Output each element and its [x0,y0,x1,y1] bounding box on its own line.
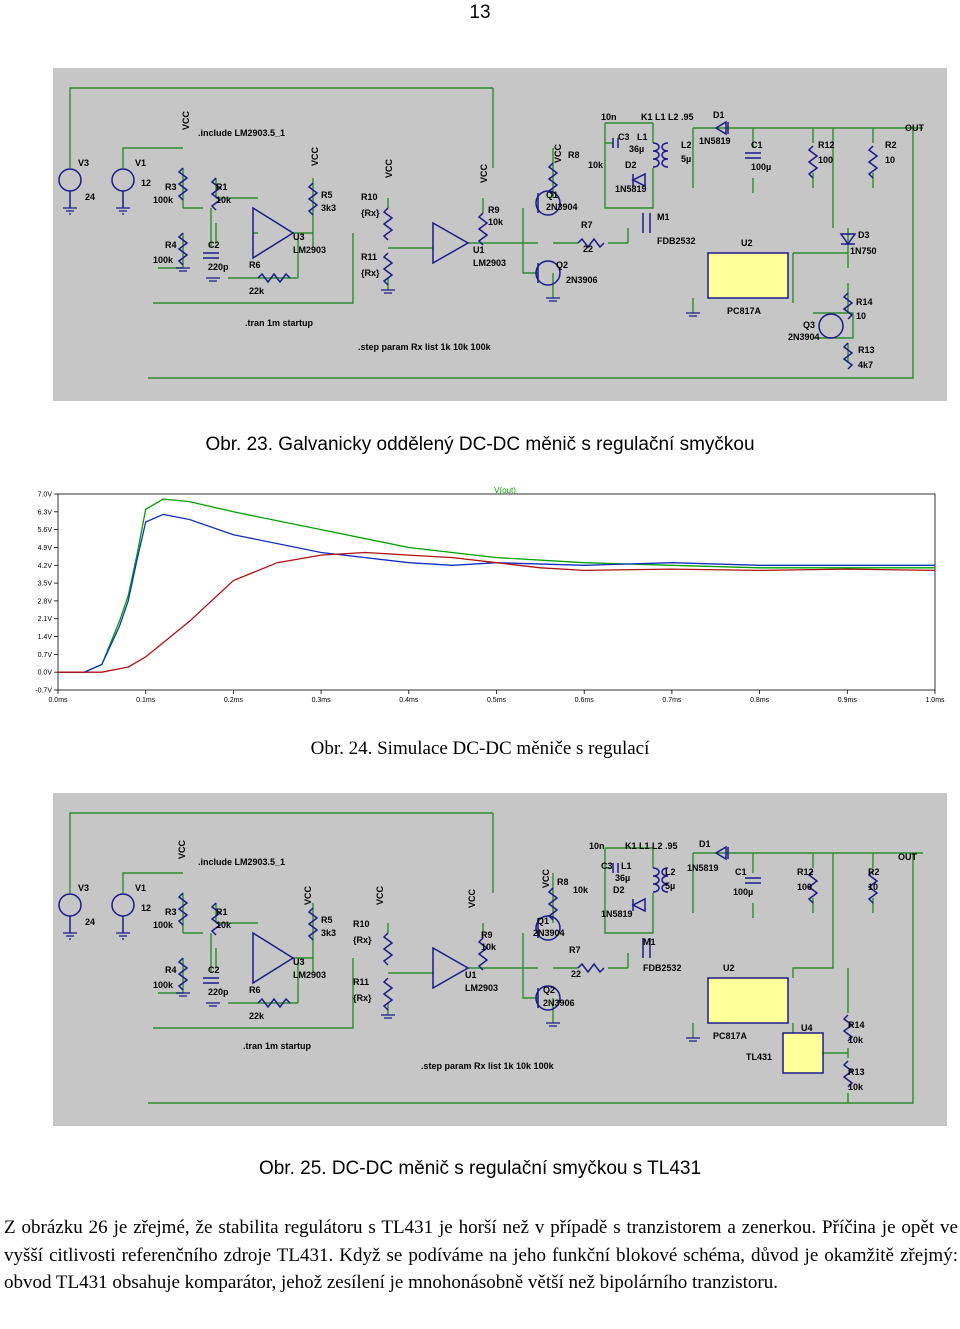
svg-text:.step param Rx list 1k 10k 100: .step param Rx list 1k 10k 100k [358,342,491,352]
svg-text:36µ: 36µ [629,144,645,154]
svg-text:R2: R2 [885,140,897,150]
r9-zigzag [479,213,487,245]
svg-text:1N750: 1N750 [850,246,877,256]
svg-text:R5: R5 [321,190,333,200]
svg-text:U1: U1 [465,970,477,980]
svg-text:R14: R14 [856,297,873,307]
svg-text:.step param Rx list 1k 10k 100: .step param Rx list 1k 10k 100k [421,1061,554,1071]
svg-text:U3: U3 [293,232,305,242]
l2-coil [662,143,668,167]
svg-text:K1 L1 L2 .95: K1 L1 L2 .95 [641,112,694,122]
schematic-3-svg [53,793,947,1126]
svg-text:R10: R10 [361,192,378,202]
svg-text:1N5819: 1N5819 [687,863,719,873]
svg-text:12: 12 [141,903,152,913]
svg-text:R5: R5 [321,915,333,925]
svg-text:C1: C1 [735,867,747,877]
svg-text:100: 100 [818,155,834,165]
svg-text:10: 10 [868,882,879,892]
u1-opamp [433,223,468,263]
svg-text:.tran 1m startup: .tran 1m startup [245,318,314,328]
svg-text:1N5819: 1N5819 [601,909,633,919]
svg-text:VCC: VCC [177,839,187,859]
svg-text:R11: R11 [353,977,370,987]
svg-text:VCC: VCC [541,868,551,888]
svg-text:R4: R4 [165,965,177,975]
svg-text:LM2903: LM2903 [465,983,499,993]
svg-text:.tran 1m startup: .tran 1m startup [243,1041,312,1051]
svg-text:VCC: VCC [310,146,320,166]
x-tick-label: 0.4ms [399,697,419,704]
m1-gate [643,213,650,233]
svg-text:R6: R6 [249,985,261,995]
svg-text:5µ: 5µ [681,154,692,164]
schematic-figure-1 [53,68,947,401]
svg-text:VCC: VCC [479,163,489,183]
svg-text:R14: R14 [848,1020,865,1030]
svg-text:2N3906: 2N3906 [566,275,598,285]
svg-text:100k: 100k [153,255,174,265]
y-tick-label: 5.6V [37,527,52,535]
l1-coil [653,143,659,167]
svg-text:22: 22 [583,244,594,254]
svg-text:D1: D1 [713,110,725,120]
svg-text:10k: 10k [481,942,497,952]
svg-text:TL431: TL431 [746,1052,773,1062]
x-tick-label: 0.3ms [311,697,331,704]
svg-text:R3: R3 [165,182,177,192]
svg-text:R8: R8 [557,877,569,887]
svg-text:1N5819: 1N5819 [615,184,647,194]
u3-opamp [253,208,293,258]
svg-text:L1: L1 [621,861,632,871]
y-tick-label: 6.3V [37,509,52,517]
svg-text:U1: U1 [473,245,485,255]
schematic-1-svg [53,68,947,401]
svg-text:R1: R1 [216,182,228,192]
svg-text:D3: D3 [858,230,870,240]
svg-text:100: 100 [797,882,813,892]
y-tick-label: 1.4V [37,634,52,642]
u2-optocoupler [708,253,788,298]
svg-text:VCC: VCC [553,143,563,163]
svg-text:Q1: Q1 [546,190,559,200]
svg-text:D2: D2 [625,160,637,170]
svg-text:R12: R12 [818,140,835,150]
svg-text:{Rx}: {Rx} [353,993,372,1003]
svg-text:10k: 10k [573,885,589,895]
svg-text:V3: V3 [78,158,90,168]
svg-text:2N3906: 2N3906 [543,998,575,1008]
svg-text:Q3: Q3 [803,320,816,330]
svg-text:2N3904: 2N3904 [546,202,578,212]
y-axis [35,492,58,695]
svg-text:100µ: 100µ [733,887,754,897]
svg-text:2N3904: 2N3904 [533,928,565,938]
x-tick-label: 0.7ms [662,697,682,704]
svg-text:R7: R7 [581,220,593,230]
svg-text:LM2903: LM2903 [293,245,327,255]
svg-text:VCC: VCC [384,158,394,178]
svg-text:VCC: VCC [181,110,191,130]
schematic-figure-3 [53,793,947,1126]
svg-text:36µ: 36µ [615,873,631,883]
c1-plates [745,153,761,158]
x-tick-label: 1.0ms [925,697,945,704]
svg-text:VCC: VCC [467,888,477,908]
svg-text:V1: V1 [135,158,147,168]
svg-text:FDB2532: FDB2532 [657,236,696,246]
chart-title: V(out) [494,486,516,495]
x-axis [48,690,945,704]
svg-text:R11: R11 [361,252,378,262]
svg-text:10k: 10k [588,160,604,170]
svg-text:U2: U2 [723,963,735,973]
svg-text:R8: R8 [568,150,580,160]
svg-text:K1 L1 L2 .95: K1 L1 L2 .95 [625,841,678,851]
svg-text:LM2903: LM2903 [473,258,507,268]
y-tick-label: 2.1V [37,616,52,624]
svg-text:10k: 10k [488,217,504,227]
svg-text:24: 24 [85,917,96,927]
svg-text:Q2: Q2 [543,985,556,995]
svg-text:100µ: 100µ [751,162,772,172]
svg-text:10k: 10k [216,195,232,205]
simulation-chart [0,484,960,708]
svg-text:12: 12 [141,178,152,188]
svg-text:C1: C1 [751,140,763,150]
body-text [4,1214,958,1297]
svg-text:100k: 100k [153,195,174,205]
svg-text:L1: L1 [637,132,648,142]
svg-text:R12: R12 [797,867,814,877]
svg-text:D2: D2 [613,885,625,895]
x-tick-label: 0.2ms [223,697,243,704]
x-tick-label: 0.5ms [486,697,507,704]
svg-text:5µ: 5µ [665,881,676,891]
svg-text:Q2: Q2 [556,260,569,270]
x-tick-label: 0.1ms [136,697,156,704]
svg-text:{Rx}: {Rx} [361,208,380,218]
svg-text:R9: R9 [481,930,493,940]
x-tick-label: 0.9ms [837,697,857,704]
svg-text:C3: C3 [601,861,613,871]
svg-text:220p: 220p [208,262,229,272]
svg-text:R6: R6 [249,260,261,270]
svg-text:3k3: 3k3 [321,203,337,213]
chart-svg [0,484,960,708]
svg-text:10k: 10k [848,1082,864,1092]
r10-zigzag [384,208,392,240]
svg-text:FDB2532: FDB2532 [643,963,682,973]
x-tick-label: 0.8ms [750,697,770,704]
svg-text:22k: 22k [249,286,265,296]
svg-text:M1: M1 [643,937,656,947]
svg-text:{Rx}: {Rx} [361,268,380,278]
svg-text:Q1: Q1 [537,916,550,926]
svg-text:D1: D1 [699,839,711,849]
svg-text:R13: R13 [848,1067,865,1077]
svg-text:C3: C3 [618,132,630,142]
svg-text:V3: V3 [78,883,90,893]
svg-text:22k: 22k [249,1011,265,1021]
y-tick-label: 2.8V [37,598,52,606]
svg-text:VCC: VCC [303,885,313,905]
svg-text:PC817A: PC817A [727,306,762,316]
svg-text:22: 22 [571,969,582,979]
svg-text:U4: U4 [801,1023,813,1033]
svg-text:U2: U2 [741,238,753,248]
svg-text:100k: 100k [153,980,174,990]
paragraph: Z obrázku 26 je zřejmé, že stabilita regulátoru s TL431 je horší než v případě s tranzistorem a zenerkou. Příčina je opět ve vyšší citlivosti referenčního zdroje TL431. Když se podíváme na jeho funkční blokové schéma, důvod je okamžitě zřejmý: obvod TL431 obsahuje komparátor, jehož zesílení je mnohonásobně větší než bipolárního tranzistoru. [4,1217,958,1293]
svg-text:10n: 10n [601,112,617,122]
svg-text:10: 10 [856,311,867,321]
y-tick-label: -0.7V [35,687,52,695]
svg-text:C2: C2 [208,240,220,250]
c2-plates [203,253,219,258]
svg-text:1N5819: 1N5819 [699,136,731,146]
u4-tl431-box [783,1033,823,1073]
svg-text:R13: R13 [858,345,875,355]
svg-text:4k7: 4k7 [858,360,874,370]
svg-text:M1: M1 [657,212,670,222]
svg-text:100k: 100k [153,920,174,930]
svg-text:R1: R1 [216,907,228,917]
svg-text:OUT: OUT [905,123,924,133]
svg-text:10: 10 [885,155,896,165]
svg-text:R3: R3 [165,907,177,917]
y-tick-label: 4.2V [37,562,52,570]
figure-1-caption: Obr. 23. Galvanicky oddělený DC-DC měnič s regulační smyčkou [205,434,755,455]
svg-text:R2: R2 [868,867,880,877]
svg-text:{Rx}: {Rx} [353,935,372,945]
plot-area [58,494,935,690]
svg-text:R4: R4 [165,240,177,250]
svg-text:R10: R10 [353,919,370,929]
figure-2-caption: Obr. 24. Simulace DC-DC měniče s regulací [310,738,650,759]
components-3 [59,847,877,1087]
page-number: 13 [469,2,491,23]
svg-text:24: 24 [85,192,96,202]
svg-text:2N3904: 2N3904 [788,332,820,342]
y-tick-label: 4.9V [37,544,52,552]
y-tick-label: 0.0V [37,669,52,677]
svg-text:220p: 220p [208,987,229,997]
figure-3-caption: Obr. 25. DC-DC měnič s regulační smyčkou s TL431 [258,1158,702,1179]
svg-text:V1: V1 [135,883,147,893]
svg-text:C2: C2 [208,965,220,975]
svg-text:10k: 10k [216,920,232,930]
svg-text:VCC: VCC [375,885,385,905]
svg-text:10n: 10n [589,841,605,851]
components-1 [59,122,877,369]
svg-text:3k3: 3k3 [321,928,337,938]
svg-text:L2: L2 [665,867,676,877]
svg-text:.include LM2903.5_1: .include LM2903.5_1 [198,857,286,867]
svg-text:R7: R7 [569,945,581,955]
y-tick-label: 3.5V [37,580,52,588]
y-tick-label: 7.0V [37,491,52,499]
svg-text:PC817A: PC817A [713,1031,748,1041]
svg-text:OUT: OUT [898,852,917,862]
svg-text:10k: 10k [848,1035,864,1045]
u2-optocoupler-3 [708,978,788,1023]
svg-text:R9: R9 [488,205,500,215]
svg-text:L2: L2 [681,140,692,150]
y-tick-label: 0.7V [37,651,52,659]
svg-text:.include LM2903.5_1: .include LM2903.5_1 [198,128,286,138]
svg-text:U3: U3 [293,957,305,967]
x-tick-label: 0.6ms [574,697,594,704]
x-tick-label: 0.0ms [48,697,68,704]
svg-text:LM2903: LM2903 [293,970,327,980]
